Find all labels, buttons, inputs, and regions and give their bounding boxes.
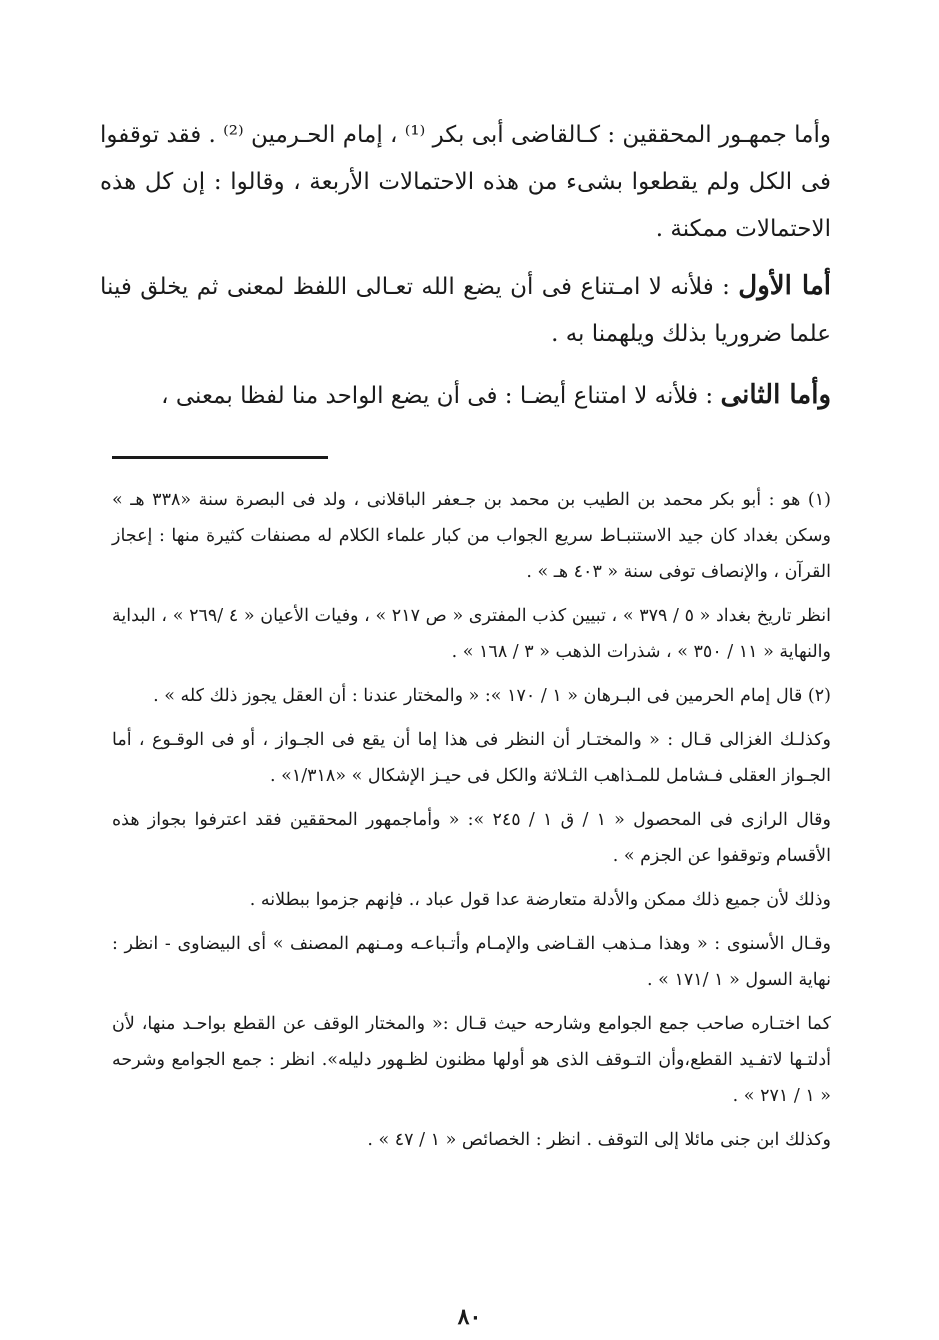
footnote-2-asnawi: وقـال الأسنوى : « وهذا مـذهب القـاضى والإمـام وأتـباعـه ومـنهم المصنف » أى البيضاوى - انظر : نهاية السول « ١ /١٧١ » . (112, 934, 831, 990)
paragraph-text: : فلأنه لا امتناع أيضـا : فى أن يضع الواحد منا لفظا بمعنى ، (161, 383, 721, 409)
paragraph-heading: أما الأول (738, 271, 832, 301)
paragraph-text: : فلأنه لا امـتناع فى أن يضع الله تعـالى اللفظ لمعنى ثم يخلق فينا علما ضروريا بذلك ويلهمنا به . (100, 274, 831, 347)
footnote-2-razi: وقال الرازى فى المحصول « ١ / ق ١ / ٢٤٥ »: « وأماجمهور المحققين فقد اعترفوا بجواز هذه الأقسام وتوقفوا عن الجزم » . (112, 810, 831, 866)
footnote-2-ghazali: وكذلـك الغزالى قـال : « والمختـار أن النظر فى هذا إما أن يقع فى الجـواز ، أو فى الوقـوع ، أما الجـواز العقلى فـشامل للمـذاهب الثـلاثة والكل فى حيـز الإشكال » «١/٣١٨» . (112, 730, 831, 786)
footnotes (112, 482, 831, 1166)
paragraph-second-case (100, 372, 831, 420)
footnote-2-reason: وذلك لأن جميع ذلك ممكن والأدلة متعارضة عدا قول عباد ،. فإنهم جزموا ببطلانه . (249, 890, 831, 910)
footnote-2-ibn-jinni: وكذلك ابن جنى مائلا إلى التوقف . انظر : الخصائص « ١ / ٤٧ » . (367, 1130, 831, 1150)
footnote-divider (112, 456, 328, 459)
footnote-1-references: انظر تاريخ بغداد « ٥ / ٣٧٩ » ، تبيين كذب المفترى « ص ٢١٧ » ، وفيات الأعيان « ٤ /٢٦٩ » ، البداية والنهاية « ١١ / ٣٥٠ » ، شذرات الذهب « ٣ / ١٦٨ » . (112, 606, 831, 662)
paragraph-first-case (100, 263, 831, 358)
main-text (100, 112, 831, 434)
footnote-2-jam-al-jawami: كما اختـاره صاحب جمع الجوامع وشارحه حيث قـال :« والمختار الوقف عن القطع بواحـد منها، لأن أدلتـها لاتفـيد القطع،وأن التـوقف الذى هو أولها مظنون لظـهور دليله». انظر : جمع الجوامع وشرحه « ١ / ٢٧١ » . (112, 1014, 831, 1106)
paragraph-heading: وأما الثانى (720, 380, 831, 410)
paragraph-majority-view (100, 112, 831, 253)
footnote-2: (٢) قال إمام الحرمين فى البـرهان « ١ / ١٧٠ »: « والمختار عندنا : أن العقل يجوز ذلك كله » . (153, 686, 831, 706)
paragraph-text: وأما جمهـور المحققين : كـالقاضى أبى بكر ⁽¹⁾ ، إمام الحـرمين ⁽²⁾ . فقد توقفوا فى الكل ولم يقطعوا بشىء من هذه الاحتمالات الأربعة ، وقالوا : إن كل هذه الاحتمالات ممكنة . (100, 122, 831, 242)
page-number: ٨٠ (457, 1304, 482, 1330)
footnote-1: (١) هو : أبو بكر محمد بن الطيب بن محمد بن جـعفر الباقلانى ، ولد فى البصرة سنة «٣٣٨ هـ » وسكن بغداد كان جيد الاستنبـاط سريع الجواب من كبار علماء الكلام له مصنفات كثيرة منها : إعجاز القرآن ، والإنصاف توفى سنة « ٤٠٣ هـ » . (112, 490, 831, 582)
